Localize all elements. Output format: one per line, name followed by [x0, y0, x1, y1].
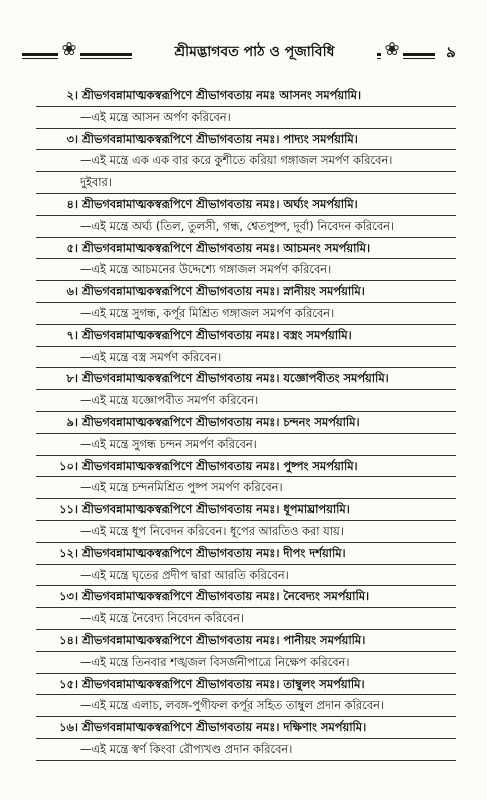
mantra-entry: [36, 129, 456, 194]
instruction-text: —এই মন্ত্রে আচমনের উদ্দেশ্যে গঙ্গাজল সমর্পণ করিবেন।: [36, 259, 456, 281]
instruction-text: —এই মন্ত্রে ঘৃতের প্রদীপ দ্বারা আরতি করিবেন।: [36, 565, 456, 587]
mantra-entry: [36, 630, 456, 674]
instruction-text: —এই মন্ত্রে বস্ত্র সমর্পণ করিবেন।: [36, 347, 456, 369]
entry-number: ১৬।: [59, 720, 78, 735]
instruction-text: —এই মন্ত্রে আসন অর্পণ করিবেন।: [36, 107, 456, 129]
instruction-text: —এই মন্ত্রে তিনবার শঙ্খজল বিসর্জনীপাত্রে নিক্ষেপ করিবেন।: [36, 652, 456, 674]
mantra-text: শ্রীভগবন্নামাত্মকস্বরূপিণে শ্রীভাগবতায় নমঃ। স্নানীয়ং সমর্পয়ামি।: [82, 284, 365, 299]
mantra-line: [36, 630, 456, 652]
instruction-text: —এই মন্ত্রে এক এক বার করে কুশীতে করিয়া গঙ্গাজল সমর্পণ করিবেন।: [36, 150, 456, 172]
entry-number: ১০।: [59, 458, 78, 473]
instruction-text: —এই মন্ত্রে সুগন্ধ, কর্পূর মিশ্রিত গঙ্গাজল সমর্পণ করিবেন।: [36, 303, 456, 325]
mantra-entry: [36, 717, 456, 761]
entry-number: ৭।: [66, 327, 78, 342]
entry-number: ১৩।: [59, 589, 78, 604]
entry-number: ৫।: [66, 240, 78, 255]
mantra-line: [36, 368, 456, 390]
mantra-text: শ্রীভগবন্নামাত্মকস্বরূপিণে শ্রীভাগবতায় নমঃ। দীপং দর্শয়ামি।: [82, 545, 346, 560]
mantra-text: শ্রীভগবন্নামাত্মকস্বরূপিণে শ্রীভাগবতায় নমঃ। চন্দনং সমর্পয়ামি।: [82, 414, 360, 429]
mantra-text: শ্রীভগবন্নামাত্মকস্বরূপিণে শ্রীভাগবতায় নমঃ। অর্ঘ্যং সমর্পয়ামি।: [82, 196, 358, 211]
mantra-entry: [36, 456, 456, 500]
page-title: শ্রীমদ্ভাগবত পাঠ ও পূজাবিধি: [132, 40, 377, 64]
entry-number: ২।: [66, 88, 78, 102]
instruction-text: —এই মন্ত্রে সুগন্ধ চন্দন সমর্পণ করিবেন।: [36, 434, 456, 456]
instruction-text: —এই মন্ত্রে ধূপ নিবেদন করিবেন। ধূপের আরতিও করা যায়।: [36, 521, 456, 543]
mantra-entry: [36, 586, 456, 630]
entry-number: ৬।: [66, 284, 78, 299]
instruction-text: —এই মন্ত্রে অর্ঘ্য (তিল, তুলসী, গন্ধ, শ্বেতপুষ্প, দূর্বা) নিবেদন করিবেন।: [36, 216, 456, 238]
mantra-text: শ্রীভগবন্নামাত্মকস্বরূপিণে শ্রীভাগবতায় নমঃ। তাম্বুলং সমর্পয়ামি।: [82, 676, 365, 691]
mantra-line: [36, 281, 456, 303]
mantra-text: শ্রীভগবন্নামাত্মকস্বরূপিণে শ্রীভাগবতায় নমঃ। বস্ত্রং সমর্পয়ামি।: [82, 327, 352, 342]
mantra-line: [36, 129, 456, 151]
mantra-line: [36, 325, 456, 347]
mantra-text: শ্রীভগবন্নামাত্মকস্বরূপিণে শ্রীভাগবতায় নমঃ। আচমনং সমর্পয়ামি।: [82, 240, 371, 255]
mantra-text: শ্রীভগবন্নামাত্মকস্বরূপিণে শ্রীভাগবতায় নমঃ। ধূপমাঘ্রাপয়ামি।: [82, 502, 350, 517]
mantra-text: শ্রীভগবন্নামাত্মকস্বরূপিণে শ্রীভাগবতায় নমঃ। পানীয়ং সমর্পয়ামি।: [82, 632, 366, 647]
mantra-entry: [36, 499, 456, 543]
mantra-entry: [36, 368, 456, 412]
entry-number: ৪।: [66, 196, 78, 211]
mantra-line: [36, 238, 456, 260]
page-body: [36, 85, 456, 761]
mantra-entry: [36, 281, 456, 325]
mantra-text: শ্রীভগবন্নামাত্মকস্বরূপিণে শ্রীভাগবতায় নমঃ। দক্ষিণাং সমর্পয়ামি।: [82, 720, 367, 735]
entry-number: ৯।: [66, 414, 78, 429]
mantra-entry: [36, 325, 456, 369]
mantra-text: শ্রীভগবন্নামাত্মকস্বরূপিণে শ্রীভাগবতায় নমঃ। পুষ্পং সমর্পয়ামি।: [82, 458, 358, 473]
instruction-text: —এই মন্ত্রে এলাচ, লবঙ্গ-পুগীফল কর্পূর সহিত তাম্বুল প্রদান করিবেন।: [36, 695, 456, 717]
page-number: ৯: [435, 42, 467, 62]
mantra-text: শ্রীভগবন্নামাত্মকস্বরূপিণে শ্রীভাগবতায় নমঃ। নৈবেদ্যং সমর্পয়ামি।: [82, 589, 370, 604]
instruction-text: —এই মন্ত্রে নৈবেদ্য নিবেদন করিবেন।: [36, 608, 456, 630]
flower-ornament-icon: ❀: [381, 39, 403, 61]
mantra-line: [36, 456, 456, 478]
mantra-line: [36, 674, 456, 696]
instruction-text: —এই মন্ত্রে যজ্ঞোপবীত সমর্পণ করিবেন।: [36, 390, 456, 412]
entry-number: ৮।: [66, 371, 78, 386]
mantra-line: [36, 543, 456, 565]
mantra-entry: [36, 543, 456, 587]
mantra-line: [36, 717, 456, 739]
flower-ornament-icon: ❀: [58, 39, 80, 61]
mantra-line: [36, 412, 456, 434]
entry-number: ১২।: [59, 545, 78, 560]
mantra-entry: [36, 412, 456, 456]
instruction-text: —এই মন্ত্রে স্বর্ণ কিংবা রৌপ্যখণ্ড প্রদান করিবেন।: [36, 739, 456, 761]
instruction-text: দুইবার।: [36, 172, 456, 194]
instruction-text: —এই মন্ত্রে চন্দনমিশ্রিত পুষ্প সমর্পণ করিবেন।: [36, 477, 456, 499]
mantra-entry: [36, 194, 456, 238]
mantra-text: শ্রীভগবন্নামাত্মকস্বরূপিণে শ্রীভাগবতায় নমঃ আসনং সমর্পয়ামি।: [82, 88, 362, 102]
mantra-line: [36, 586, 456, 608]
entry-number: ১৪।: [59, 632, 78, 647]
page-header: [22, 30, 467, 76]
mantra-text: শ্রীভগবন্নামাত্মকস্বরূপিণে শ্রীভাগবতায় নমঃ। পাদ্যং সমর্পয়ামি।: [82, 131, 358, 146]
mantra-line: [36, 499, 456, 521]
mantra-entry: [36, 85, 456, 129]
entry-number: ১১।: [59, 502, 78, 517]
mantra-line: [36, 194, 456, 216]
entry-number: ১৫।: [59, 676, 78, 691]
mantra-entry: [36, 238, 456, 282]
mantra-entry: [36, 674, 456, 718]
entry-number: ৩।: [66, 131, 78, 146]
mantra-line: [36, 85, 456, 107]
mantra-text: শ্রীভগবন্নামাত্মকস্বরূপিণে শ্রীভাগবতায় নমঃ। যজ্ঞোপবীতং সমর্পয়ামি।: [82, 371, 389, 386]
